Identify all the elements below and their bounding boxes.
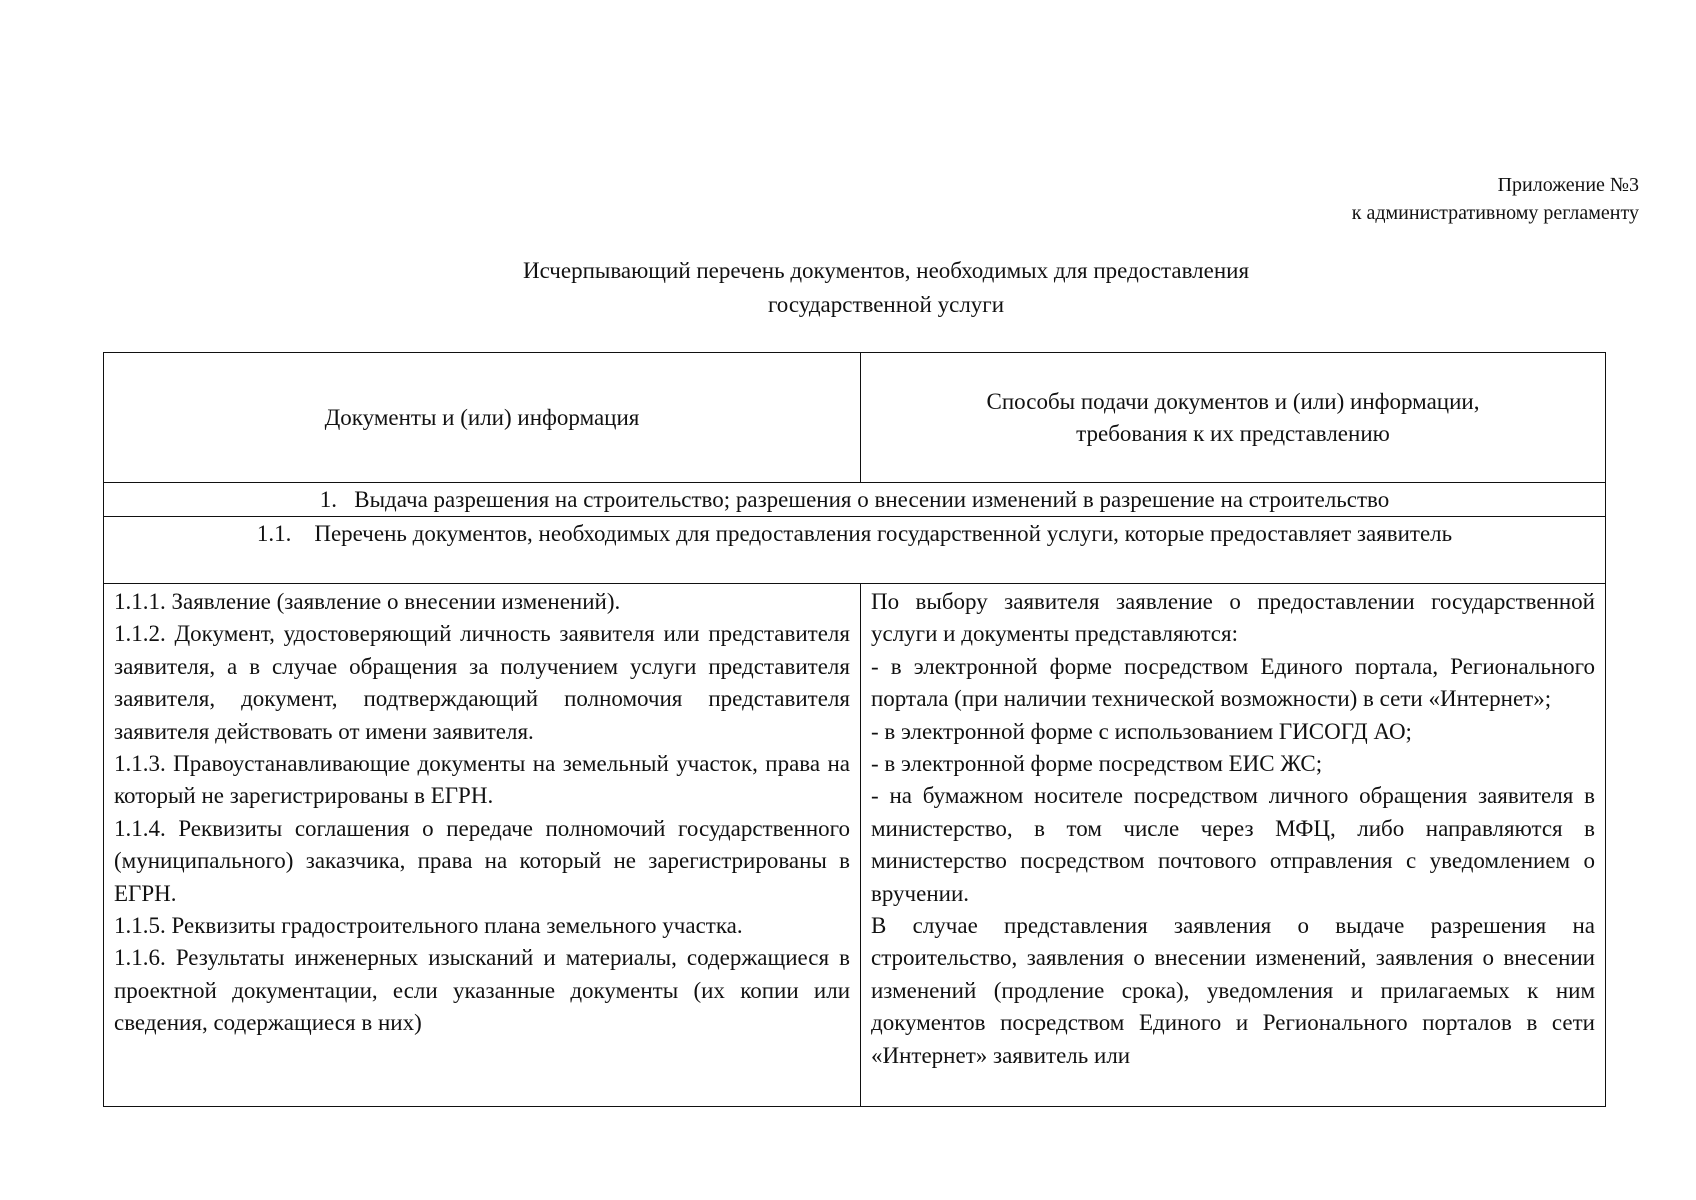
document-title-line-2: государственной услуги <box>767 292 1005 317</box>
submission-methods-cell <box>861 584 1606 1107</box>
section-row-1 <box>104 483 1606 517</box>
list-item: 1.1.2. Документ, удостоверяющий личность заявителя или представителя заявителя, а в случае обращения за получением услуги представителя заявителя, документ, подтверждающий полномочия представителя заявителя действовать от имени заявителя. <box>114 621 850 744</box>
list-item: 1.1.6. Результаты инженерных изысканий и материалы, содержащиеся в проектной документации, если указанные документы (их копии или сведения, содержащиеся в них) <box>114 945 850 1036</box>
list-item: 1.1.1. Заявление (заявление о внесении изменений). <box>114 589 621 614</box>
documents-list-cell <box>104 584 861 1107</box>
list-item: В случае представления заявления о выдаче разрешения на строительство, заявления о внесении изменений, заявления о внесении изменений (продление срока), уведомления и прилагаемых к ним документов посредством Единого и Регионального порталов в сети «Интернет» заявитель или <box>871 913 1595 1068</box>
annex-regulation: к административному регламенту <box>1351 202 1639 224</box>
documents-table <box>103 352 1606 1107</box>
table-header-row <box>104 353 1606 483</box>
section-1-title: 1. Выдача разрешения на строительство; разрешения о внесении изменений в разрешение на строительство <box>104 483 1606 517</box>
document-title-line-1: Исчерпывающий перечень документов, необходимых для предоставления <box>522 258 1250 283</box>
subsection-row-1-1 <box>104 517 1606 584</box>
header-submission-methods <box>861 353 1606 483</box>
header-submission-line-1: Способы подачи документов и (или) информации, <box>986 388 1480 414</box>
subsection-1-1-title: 1.1. Перечень документов, необходимых для предоставления государственной услуги, которые предоставляет заявитель <box>104 517 1606 584</box>
annex-number: Приложение №3 <box>1497 174 1639 196</box>
list-item: 1.1.5. Реквизиты градостроительного плана земельного участка. <box>114 913 743 939</box>
list-item: - в электронной форме посредством Единого портала, Регионального портала (при наличии технической возможности) в сети «Интернет»; <box>871 653 1595 712</box>
annex-reference <box>1352 171 1639 227</box>
list-item: 1.1.4. Реквизиты соглашения о передаче полномочий государственного (муниципального) заказчика, права на который не зарегистрированы в ЕГРН. <box>114 815 850 906</box>
list-item: По выбору заявителя заявление о предоставлении государственной услуги и документы представляются: <box>871 589 1595 647</box>
document-title <box>0 254 1696 322</box>
list-item: - в электронной форме посредством ЕИС ЖС; <box>871 751 1323 777</box>
table-body-row <box>104 584 1606 1107</box>
list-item: 1.1.3. Правоустанавливающие документы на земельный участок, права на который не зарегистрированы в ЕГРН. <box>114 751 850 809</box>
header-documents-label: Документы и (или) информация <box>324 404 640 430</box>
list-item: - на бумажном носителе посредством личного обращения заявителя в министерство, в том числе через МФЦ, либо направляются в министерство посредством почтового отправления с уведомлением о вручении. <box>871 783 1595 906</box>
header-documents <box>104 353 861 483</box>
list-item: - в электронной форме с использованием ГИСОГД АО; <box>871 718 1412 744</box>
header-submission-line-2: требования к их представлению <box>1076 420 1390 446</box>
